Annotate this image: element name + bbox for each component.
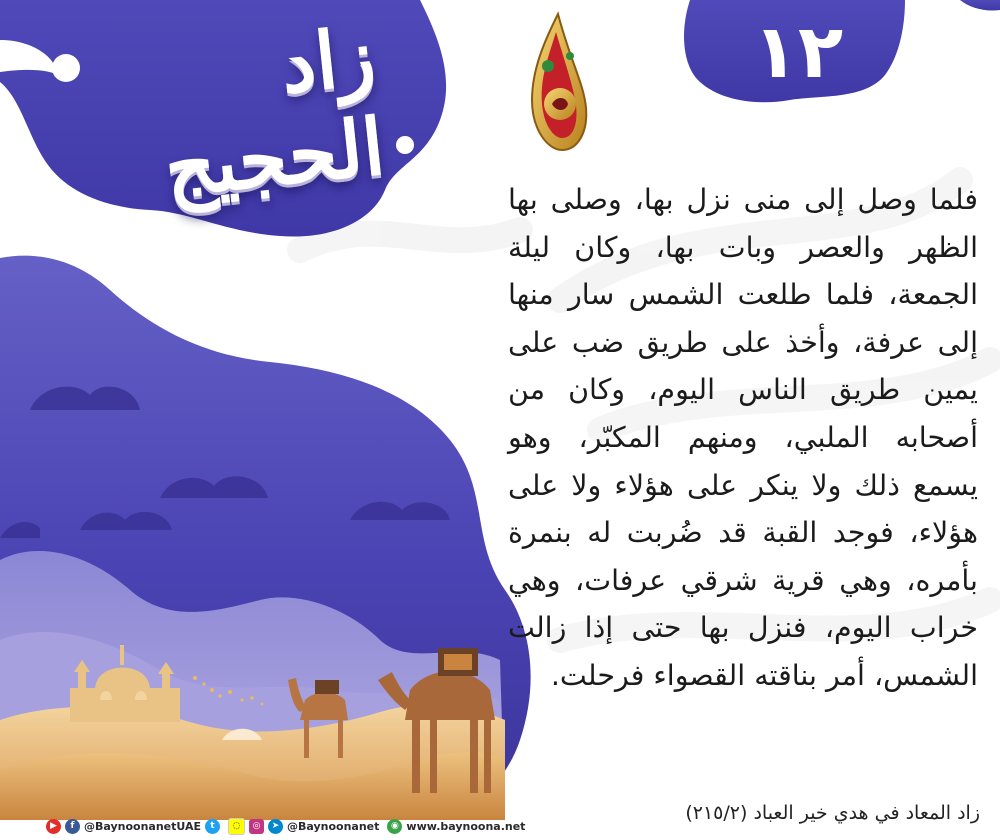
telegram-icon[interactable]: ➤ bbox=[268, 819, 283, 834]
website-link[interactable]: www.baynoona.net bbox=[406, 819, 526, 833]
website-icon[interactable]: ◉ bbox=[387, 819, 402, 834]
poster-title: زاد الحجيج bbox=[160, 10, 389, 215]
handle-main[interactable]: @Baynoonanet bbox=[287, 819, 380, 833]
twitter-icon[interactable]: t bbox=[205, 819, 220, 834]
instagram-icon[interactable]: ◎ bbox=[249, 819, 264, 834]
episode-number: ١٢ bbox=[752, 9, 844, 95]
handle-uae[interactable]: @BaynoonanetUAE bbox=[84, 819, 202, 833]
social-footer bbox=[46, 814, 526, 838]
calligraphy-emblem-icon bbox=[518, 8, 598, 158]
hadith-text: فلما وصل إلى منى نزل بها، وصلى بها الظهر والعصر وبات بها، وكان ليلة الجمعة، فلما طلعت الشمس سار منها إلى عرفة، وأخذ على طريق ضب على يمين طريق الناس اليوم، وكان من أصحابه الملبي، ومنهم المكبّر، وهو يسمع ذلك ولا ينكر على هؤلاء ولا على هؤلاء، فوجد القبة قد ضُربت له بنمرة بأمره، وهي قرية شرقي عرفات، وهي خراب اليوم، فنزل بها حتى إذا زالت الشمس، أمر بناقته القصواء فرحلت. bbox=[508, 183, 978, 692]
youtube-icon[interactable]: ▶ bbox=[46, 819, 61, 834]
source-reference: زاد المعاد في هدي خير العباد (٢١٥/٢) bbox=[685, 802, 980, 824]
facebook-icon[interactable]: f bbox=[65, 819, 80, 834]
snapchat-icon[interactable]: ◌ bbox=[228, 818, 245, 835]
